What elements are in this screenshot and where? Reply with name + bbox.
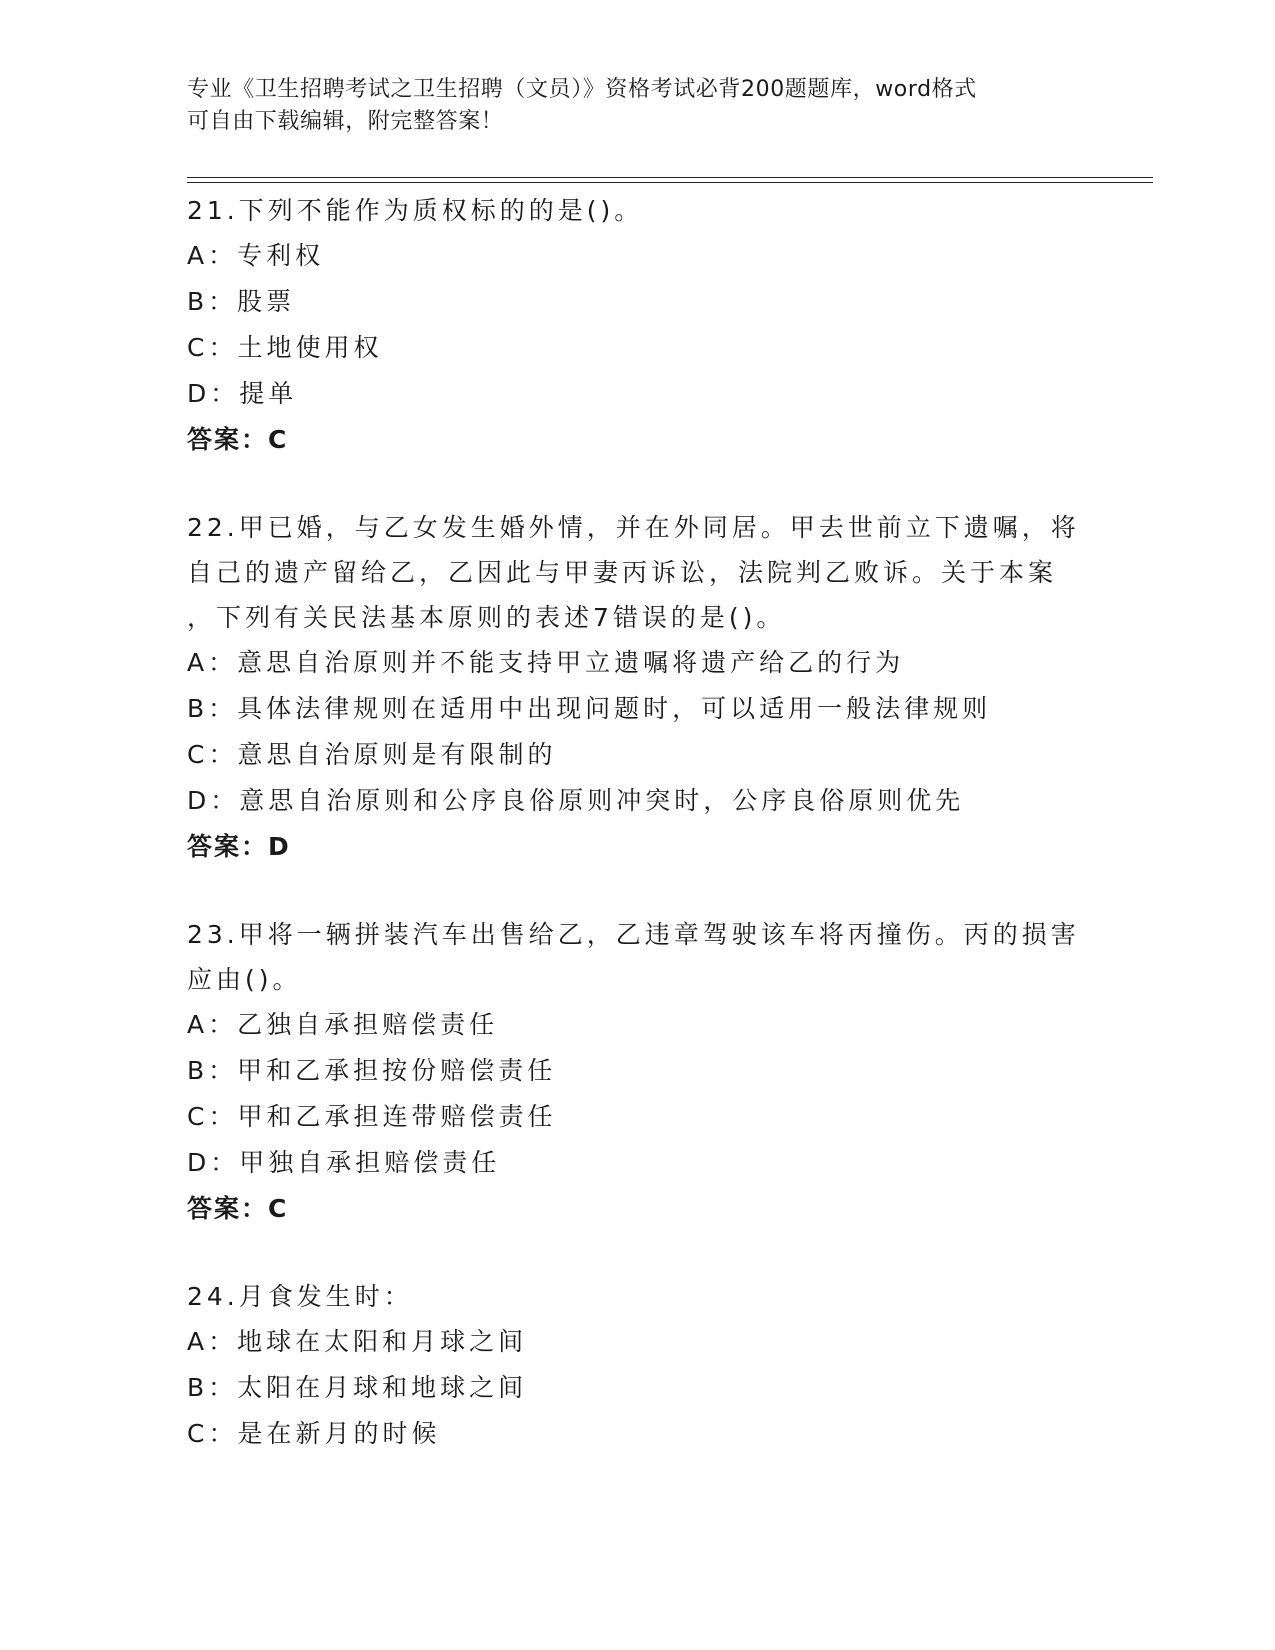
header-line: 专业《卫生招聘考试之卫生招聘（文员）》资格考试必背200题题库，word格式 bbox=[187, 77, 977, 102]
question-stem-line: 自己的遗产留给乙，乙因此与甲妻丙诉讼，法院判乙败诉。关于本案 bbox=[187, 558, 1058, 587]
question-stem bbox=[187, 505, 1087, 640]
option-b: B：甲和乙承担按份赔偿责任 bbox=[187, 1056, 557, 1085]
document-header bbox=[187, 74, 1087, 138]
option-b: B：股票 bbox=[187, 287, 296, 316]
header-line: 可自由下载编辑，附完整答案！ bbox=[187, 109, 504, 134]
question-stem-line: ，下列有关民法基本原则的表述7错误的是()。 bbox=[187, 603, 786, 632]
question-stem-line: 应由()。 bbox=[187, 965, 302, 994]
option-a: A：专利权 bbox=[187, 241, 325, 270]
header-divider-bottom bbox=[187, 182, 1153, 183]
option-d: D：提单 bbox=[187, 379, 298, 408]
question-stem bbox=[187, 1274, 1087, 1319]
answer-line: 答案：C bbox=[187, 1194, 289, 1223]
option-c: C：甲和乙承担连带赔偿责任 bbox=[187, 1102, 557, 1131]
answer-line: 答案：C bbox=[187, 425, 289, 454]
option-d: D：甲独自承担赔偿责任 bbox=[187, 1148, 501, 1177]
question-stem-line: 22.甲已婚，与乙女发生婚外情，并在外同居。甲去世前立下遗嘱，将 bbox=[187, 513, 1080, 542]
question-stem-line: 21.下列不能作为质权标的的是()。 bbox=[187, 196, 644, 225]
option-a: A：乙独自承担赔偿责任 bbox=[187, 1010, 499, 1039]
option-a: A：意思自治原则并不能支持甲立遗嘱将遗产给乙的行为 bbox=[187, 648, 905, 677]
option-b: B：太阳在月球和地球之间 bbox=[187, 1373, 528, 1402]
question-list bbox=[187, 188, 1087, 1499]
option-d: D：意思自治原则和公序良俗原则冲突时，公序良俗原则优先 bbox=[187, 786, 965, 815]
option-a: A：地球在太阳和月球之间 bbox=[187, 1327, 528, 1356]
question-22 bbox=[187, 505, 1087, 870]
question-24 bbox=[187, 1274, 1087, 1457]
question-stem bbox=[187, 188, 1087, 233]
question-stem-line: 24.月食发生时： bbox=[187, 1282, 413, 1311]
question-21 bbox=[187, 188, 1087, 463]
option-c: C：意思自治原则是有限制的 bbox=[187, 740, 557, 769]
option-c: C：是在新月的时候 bbox=[187, 1419, 441, 1448]
option-b: B：具体法律规则在适用中出现问题时，可以适用一般法律规则 bbox=[187, 694, 992, 723]
header-divider-top bbox=[187, 177, 1153, 178]
question-23 bbox=[187, 912, 1087, 1232]
answer-line: 答案：D bbox=[187, 832, 291, 861]
question-stem bbox=[187, 912, 1087, 1002]
question-stem-line: 23.甲将一辆拼装汽车出售给乙，乙违章驾驶该车将丙撞伤。丙的损害 bbox=[187, 920, 1080, 949]
option-c: C：土地使用权 bbox=[187, 333, 383, 362]
